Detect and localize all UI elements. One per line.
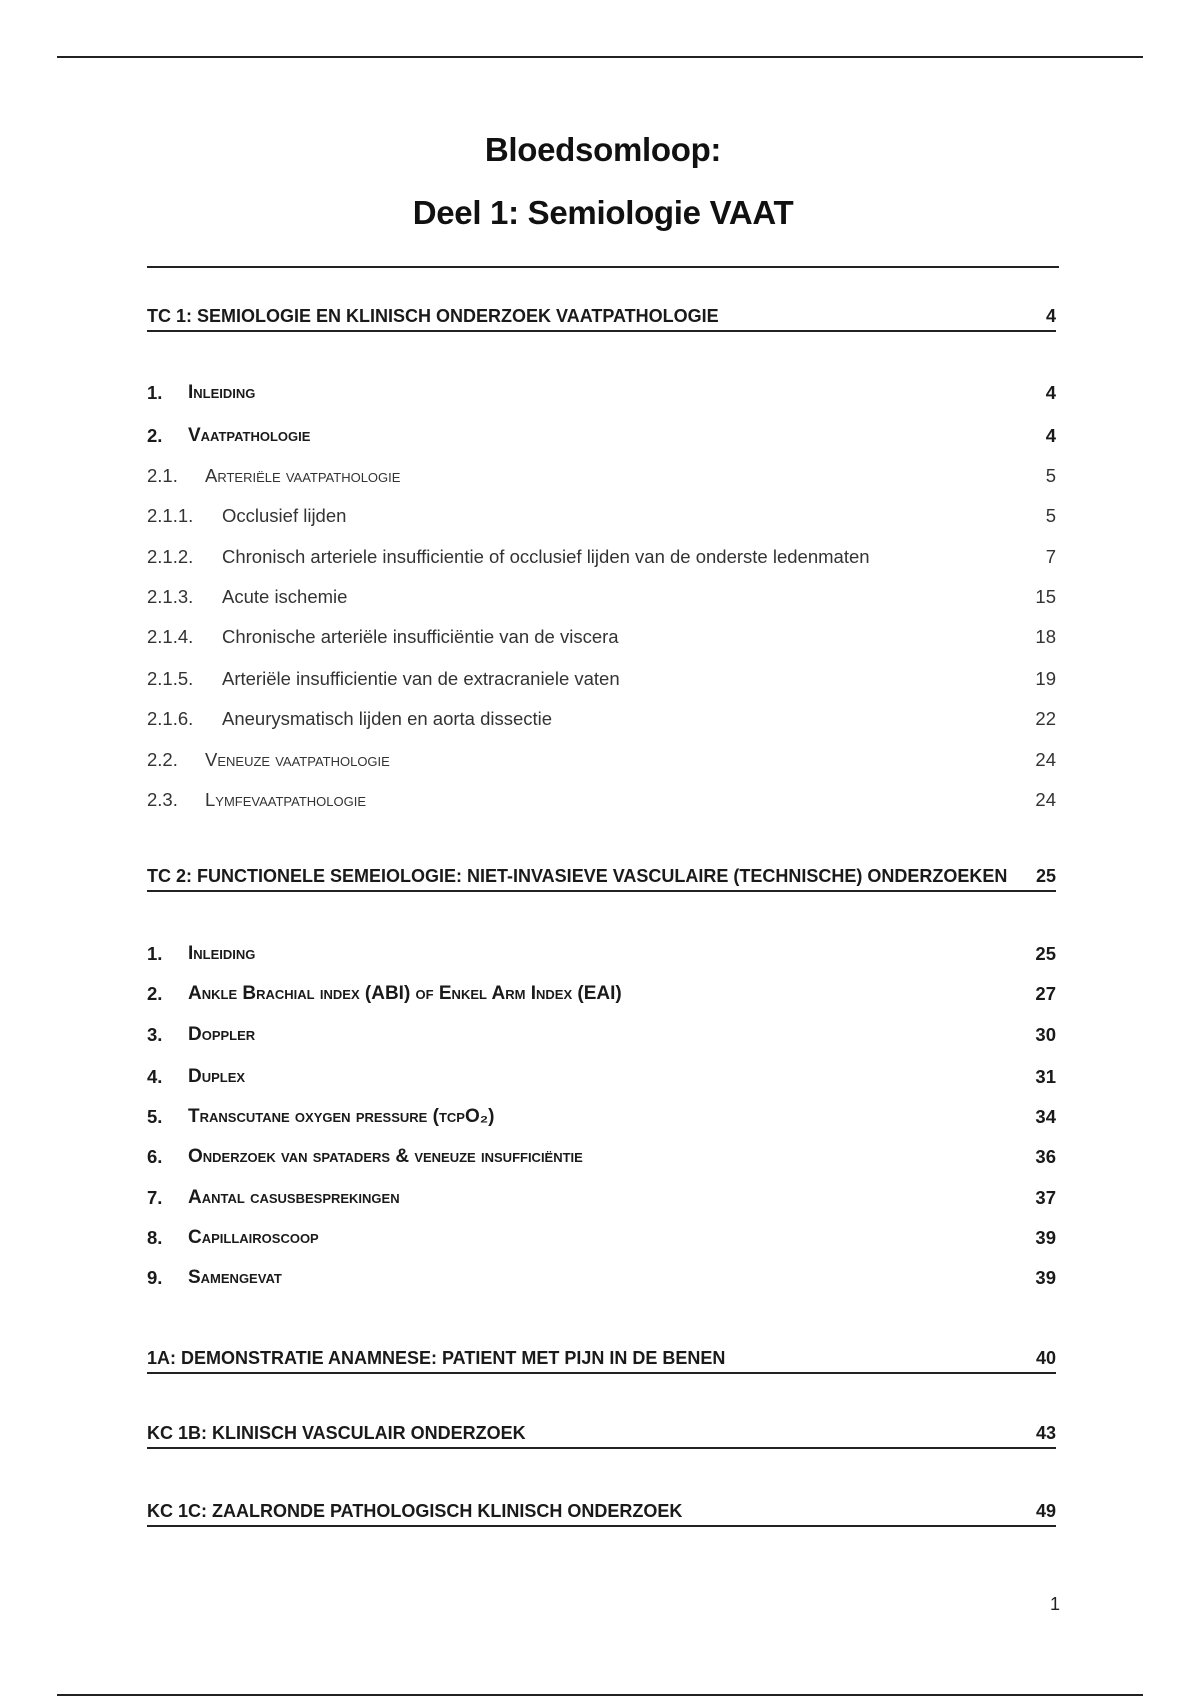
toc-item-tc2-3[interactable] xyxy=(147,1022,1056,1048)
toc-section-page: 40 xyxy=(1035,1348,1056,1368)
toc-item-label: Ankle Brachial index (ABI) of Enkel Arm Index (EAI) xyxy=(188,983,622,1004)
toc-item-number: 2.1.5. xyxy=(147,668,194,689)
toc-item-tc2-4[interactable] xyxy=(147,1064,1056,1090)
toc-item-number: 9. xyxy=(147,1267,163,1288)
toc-section-kc1b[interactable] xyxy=(147,1420,1056,1449)
toc-item-page: 5 xyxy=(1045,505,1056,526)
toc-item-tc2-8[interactable] xyxy=(147,1225,1056,1251)
toc-item-number: 2.1.1. xyxy=(147,505,194,526)
toc-section-label: TC 2: FUNCTIONELE SEMEIOLOGIE: NIET-INVASIEVE VASCULAIRE (TECHNISCHE) ONDERZOEKEN xyxy=(147,866,1008,886)
toc-section-page: 49 xyxy=(1035,1501,1056,1521)
toc-item-2-1-4[interactable] xyxy=(147,624,1056,650)
toc-item-tc2-5[interactable] xyxy=(147,1104,1056,1130)
toc-item-tc2-2[interactable] xyxy=(147,981,1056,1007)
toc-item-page: 34 xyxy=(1035,1106,1056,1127)
toc-item-label: Veneuze vaatpathologie xyxy=(205,749,390,770)
toc-item-2-3[interactable] xyxy=(147,787,1056,813)
toc-item-page: 7 xyxy=(1045,546,1056,567)
toc-item-number: 4. xyxy=(147,1066,163,1087)
toc-item-page: 39 xyxy=(1035,1227,1056,1248)
document-title xyxy=(147,130,1059,233)
toc-item-number: 2. xyxy=(147,425,163,446)
toc-item-label: Duplex xyxy=(188,1066,246,1087)
toc-item-page: 24 xyxy=(1035,749,1056,770)
toc-item-number: 2.1. xyxy=(147,465,178,486)
toc-item-label: Arteriële insufficientie van de extracraniele vaten xyxy=(222,668,620,689)
toc-item-page: 39 xyxy=(1035,1267,1056,1288)
title-line-2: Deel 1: Semiologie VAAT xyxy=(412,194,794,231)
bottom-rule xyxy=(57,1694,1143,1696)
toc-item-page: 37 xyxy=(1035,1187,1056,1208)
page-number: 1 xyxy=(1049,1594,1060,1614)
toc-item-number: 1. xyxy=(147,943,163,964)
title-line-1: Bloedsomloop: xyxy=(484,131,722,168)
toc-item-page: 5 xyxy=(1045,465,1056,486)
toc-item-2-1[interactable] xyxy=(147,463,1056,489)
toc-item-page: 25 xyxy=(1035,943,1056,964)
toc-item-page: 36 xyxy=(1035,1146,1056,1167)
toc-item-2[interactable] xyxy=(147,423,1056,449)
toc-item-label: Occlusief lijden xyxy=(222,505,347,526)
toc-item-number: 5. xyxy=(147,1106,163,1127)
toc-item-label: Onderzoek van spataders & veneuze insufficiëntie xyxy=(188,1146,583,1167)
toc-item-page: 19 xyxy=(1035,668,1056,689)
toc-section-label: 1A: DEMONSTRATIE ANAMNESE: PATIENT MET PIJN IN DE BENEN xyxy=(147,1348,726,1368)
toc-item-number: 7. xyxy=(147,1187,163,1208)
toc-section-1a[interactable] xyxy=(147,1345,1056,1374)
toc-item-label: Acute ischemie xyxy=(222,586,348,607)
toc-section-page: 43 xyxy=(1035,1423,1056,1443)
toc-item-number: 8. xyxy=(147,1227,163,1248)
toc-item-number: 1. xyxy=(147,382,163,403)
toc-item-label: Aneurysmatisch lijden en aorta dissectie xyxy=(222,708,553,729)
toc-item-tc2-6[interactable] xyxy=(147,1144,1056,1170)
toc-item-tc2-7[interactable] xyxy=(147,1185,1056,1211)
toc-section-kc1c[interactable] xyxy=(147,1498,1056,1527)
toc-item-2-1-3[interactable] xyxy=(147,584,1056,610)
title-divider xyxy=(147,266,1059,268)
toc-item-number: 2. xyxy=(147,983,163,1004)
toc-section-label: TC 1: SEMIOLOGIE EN KLINISCH ONDERZOEK VAATPATHOLOGIE xyxy=(147,306,719,326)
toc-section-tc2[interactable] xyxy=(147,863,1056,892)
toc-item-page: 31 xyxy=(1035,1066,1056,1087)
toc-item-2-1-2[interactable] xyxy=(147,544,1056,570)
toc-item-number: 2.1.4. xyxy=(147,626,194,647)
toc-item-number: 2.1.6. xyxy=(147,708,194,729)
toc-item-label: Arteriële vaatpathologie xyxy=(205,465,401,486)
toc-item-label: Chronische arteriële insufficiëntie van de viscera xyxy=(222,626,619,647)
toc-item-label: Lymfevaatpathologie xyxy=(205,789,367,810)
toc-item-label: Vaatpathologie xyxy=(188,425,311,446)
toc-item-number: 2.3. xyxy=(147,789,178,810)
toc-item-page: 4 xyxy=(1045,382,1056,403)
toc-item-number: 3. xyxy=(147,1024,163,1045)
top-rule xyxy=(57,56,1143,58)
toc-item-label: Aantal casusbesprekingen xyxy=(188,1187,400,1208)
toc-section-page: 25 xyxy=(1035,866,1056,886)
toc-item-page: 4 xyxy=(1045,425,1056,446)
toc-section-label: KC 1B: KLINISCH VASCULAIR ONDERZOEK xyxy=(147,1423,526,1443)
toc-item-2-1-5[interactable] xyxy=(147,666,1056,692)
toc-item-2-1-1[interactable] xyxy=(147,503,1056,529)
toc-item-tc2-9[interactable] xyxy=(147,1265,1056,1291)
toc-item-number: 2.1.3. xyxy=(147,586,194,607)
toc-section-page: 4 xyxy=(1045,306,1056,326)
toc-item-label: Transcutane oxygen pressure (tcpO₂) xyxy=(188,1106,495,1127)
toc-item-number: 6. xyxy=(147,1146,163,1167)
toc-item-label: Chronisch arteriele insufficientie of occlusief lijden van de onderste ledenmaten xyxy=(222,546,870,567)
toc-item-page: 24 xyxy=(1035,789,1056,810)
toc-item-page: 27 xyxy=(1035,983,1056,1004)
toc-item-label: Inleiding xyxy=(188,382,256,403)
toc-item-2-2[interactable] xyxy=(147,747,1056,773)
toc-item-label: Inleiding xyxy=(188,943,256,964)
toc-item-label: Samengevat xyxy=(188,1267,282,1288)
toc-section-label: KC 1C: ZAALRONDE PATHOLOGISCH KLINISCH ONDERZOEK xyxy=(147,1501,683,1521)
toc-section-tc1[interactable] xyxy=(147,303,1056,332)
toc-item-page: 30 xyxy=(1035,1024,1056,1045)
toc-item-label: Capillairoscoop xyxy=(188,1227,319,1248)
toc-item-number: 2.1.2. xyxy=(147,546,194,567)
toc-item-page: 18 xyxy=(1035,626,1056,647)
toc-item-tc2-1[interactable] xyxy=(147,941,1056,967)
toc-item-number: 2.2. xyxy=(147,749,178,770)
toc-item-2-1-6[interactable] xyxy=(147,706,1056,732)
toc-item-1[interactable] xyxy=(147,380,1056,406)
toc-item-label: Doppler xyxy=(188,1024,256,1045)
toc-item-page: 15 xyxy=(1035,586,1056,607)
toc-item-page: 22 xyxy=(1035,708,1056,729)
